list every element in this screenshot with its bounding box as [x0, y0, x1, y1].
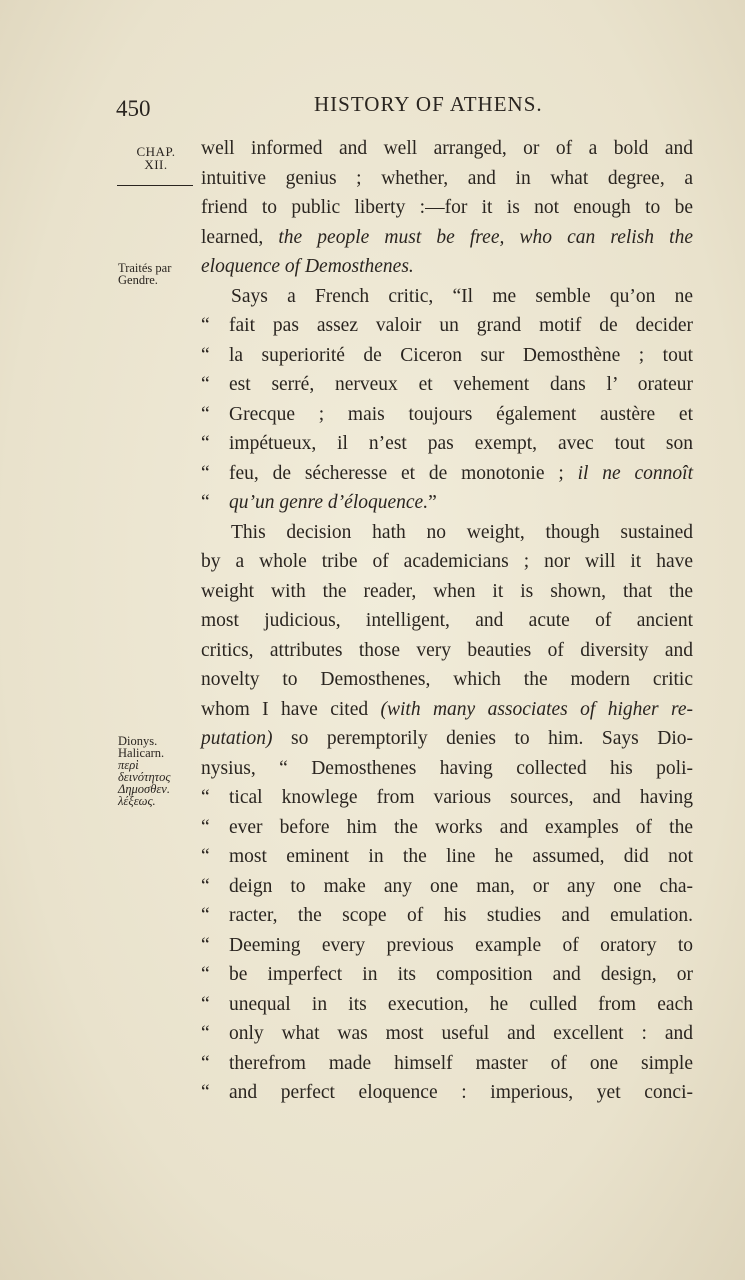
quote-mark: “	[201, 374, 210, 395]
text-run: and perfect eloquence : imperious, yet conci-	[229, 1082, 693, 1103]
margin-note-line: περὶ	[118, 758, 139, 772]
text-run: la superiorité de Ciceron sur Demosthène ; tout	[229, 344, 693, 366]
text-run: be imperfect in its composition and design, or	[229, 964, 693, 985]
text-line	[201, 370, 693, 400]
text-line: This decision hath no weight, though sustained	[231, 521, 693, 543]
text-run: racter, the scope of his studies and emulation.	[229, 905, 693, 926]
text-run: feu, de sécheresse et de monotonie ;	[229, 462, 578, 484]
text-line	[201, 252, 693, 282]
quote-mark: “	[201, 492, 210, 513]
text-line: friend to public liberty :—for it is not enough to be	[201, 197, 693, 218]
text-line	[201, 695, 693, 725]
text-line	[201, 960, 693, 990]
text-line: critics, attributes those very beauties of diversity and	[201, 639, 693, 661]
quote-mark: “	[201, 846, 210, 867]
text-run: ever before him the works and examples of the	[229, 816, 693, 838]
text-line: intuitive genius ; whether, and in what degree, a	[201, 167, 693, 189]
text-line: most judicious, intelligent, and acute of ancient	[201, 610, 693, 631]
text-line	[201, 990, 693, 1020]
text-line: nysius, “ Demosthenes having collected his poli-	[201, 757, 693, 779]
text-run: impétueux, il n’est pas exempt, avec tout son	[229, 433, 693, 454]
text-line	[201, 459, 693, 489]
quote-mark: “	[201, 433, 210, 454]
quote-mark: “	[201, 816, 210, 838]
text-line	[201, 931, 693, 961]
text-run: Deeming every previous example of oratory to	[229, 934, 693, 956]
margin-note-line: Gendre.	[118, 273, 158, 287]
text-line	[201, 1019, 693, 1049]
page-number: 450	[116, 96, 151, 121]
text-line	[201, 901, 693, 931]
quote-mark: “	[201, 1052, 210, 1074]
text-line: well informed and well arranged, or of a bold and	[201, 138, 693, 159]
text-run: deign to make any one man, or any one cha-	[229, 875, 693, 897]
margin-note-line: Dionys.	[118, 734, 158, 748]
quote-mark: “	[201, 403, 210, 425]
running-head: HISTORY OF ATHENS.	[314, 92, 543, 116]
margin-note-line: Δημοσθεν.	[118, 782, 170, 796]
quote-mark: “	[201, 993, 210, 1015]
italic-run: qu’un genre d’éloquence.	[229, 492, 429, 513]
text-run: whom I have cited	[201, 698, 381, 720]
italic-run: putation)	[201, 728, 273, 749]
chapter-label-number: XII.	[144, 157, 168, 172]
text-line	[201, 872, 693, 902]
text-line	[201, 223, 693, 253]
text-run: tical knowlege from various sources, and having	[229, 787, 693, 808]
text-line	[201, 1078, 693, 1108]
text-line: weight with the reader, when it is shown, that the	[201, 580, 693, 602]
text-run: so peremptorily denies to him. Says Dio-	[272, 728, 693, 749]
text-line	[201, 724, 693, 754]
body-text	[201, 134, 693, 1108]
margin-note-line: δεινότητος	[118, 770, 171, 784]
quote-mark: “	[201, 875, 210, 897]
quote-mark: “	[201, 964, 210, 985]
text-run: learned,	[201, 226, 279, 248]
quote-mark: “	[201, 344, 210, 366]
margin-note-line: Halicarn.	[118, 746, 165, 760]
chapter-rule	[117, 185, 193, 186]
text-line: by a whole tribe of academicians ; nor will it have	[201, 551, 693, 572]
text-run: most eminent in the line he assumed, did not	[229, 846, 693, 867]
text-run: therefrom made himself master of one simple	[229, 1052, 693, 1074]
italic-run: the people must be free, who can relish the	[278, 226, 693, 248]
chapter-label	[130, 145, 182, 171]
quote-mark: “	[201, 462, 210, 484]
text-line	[201, 400, 693, 430]
text-run: Grecque ; mais toujours également austère et	[229, 403, 693, 425]
margin-note-traites	[118, 262, 171, 286]
text-run: fait pas assez valoir un grand motif de decider	[229, 315, 693, 336]
italic-run: eloquence of Demosthenes.	[201, 256, 414, 277]
text-line	[201, 429, 693, 459]
text-line	[201, 842, 693, 872]
text-run: ”	[428, 492, 437, 513]
text-line	[201, 813, 693, 843]
text-line	[201, 488, 693, 518]
text-run: est serré, nerveux et vehement dans l’ orateur	[229, 374, 693, 395]
text-line	[201, 311, 693, 341]
quote-mark: “	[201, 1082, 210, 1103]
chapter-label-chap: CHAP.	[136, 144, 176, 159]
text-line	[201, 341, 693, 371]
margin-note-line: Traités par	[118, 261, 172, 275]
italic-run: il ne connoît	[577, 462, 693, 484]
text-line	[201, 1049, 693, 1079]
text-line	[201, 783, 693, 813]
quote-mark: “	[201, 1023, 210, 1044]
text-run: only what was most useful and excellent : and	[229, 1023, 693, 1044]
margin-note-line: λέξεως.	[118, 794, 156, 808]
quote-mark: “	[201, 315, 210, 336]
quote-mark: “	[201, 934, 210, 956]
margin-note-dionysius	[118, 735, 170, 807]
text-run: unequal in its execution, he culled from each	[229, 993, 693, 1015]
text-line: Says a French critic, “Il me semble qu’on ne	[231, 285, 693, 307]
italic-run: (with many associates of higher re-	[380, 698, 694, 720]
quote-mark: “	[201, 905, 210, 926]
text-line: novelty to Demosthenes, which the modern critic	[201, 669, 693, 690]
quote-mark: “	[201, 787, 210, 808]
